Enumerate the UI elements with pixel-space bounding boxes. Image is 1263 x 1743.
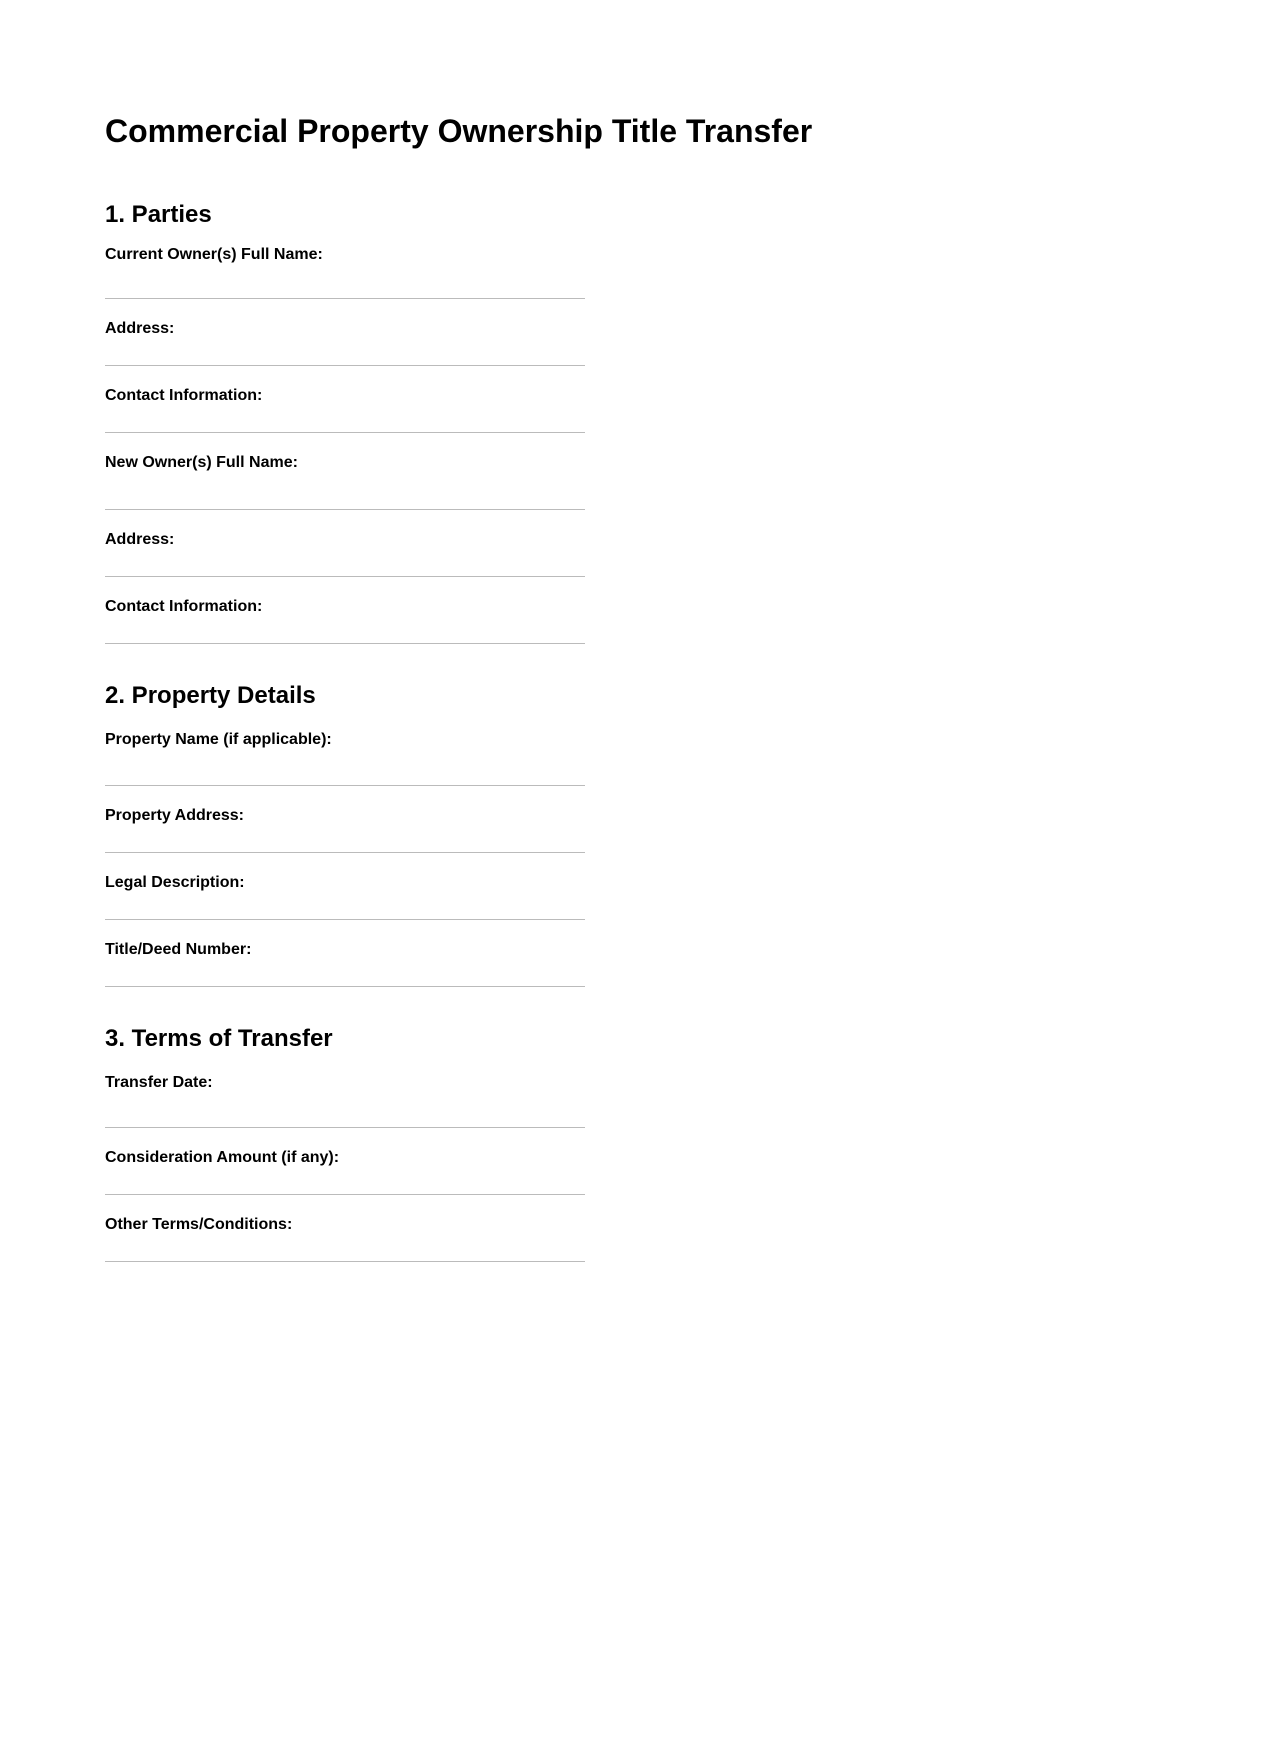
new-owner-contact-field xyxy=(105,577,585,644)
property-address-field xyxy=(105,786,585,853)
section-property-details xyxy=(105,681,585,711)
transfer-date-input[interactable] xyxy=(105,1097,585,1128)
field-label: Property Address: xyxy=(105,807,244,824)
current-owner-address-field xyxy=(105,299,585,366)
new-owner-contact-input[interactable] xyxy=(105,613,585,644)
new-owner-address-input[interactable] xyxy=(105,546,585,577)
section-parties xyxy=(105,200,585,230)
property-name-field xyxy=(105,730,585,786)
terms-group xyxy=(105,1073,585,1262)
property-name-input[interactable] xyxy=(105,755,585,786)
current-owner-name-input[interactable] xyxy=(105,268,585,299)
transfer-date-field xyxy=(105,1073,585,1128)
property-address-input[interactable] xyxy=(105,822,585,853)
field-label: New Owner(s) Full Name: xyxy=(105,454,298,471)
section-terms-of-transfer xyxy=(105,1024,585,1054)
current-owner-contact-input[interactable] xyxy=(105,402,585,433)
field-label: Legal Description: xyxy=(105,874,245,891)
section-heading: 3. Terms of Transfer xyxy=(105,1025,333,1052)
current-owner-contact-field xyxy=(105,366,585,433)
document-title: Commercial Property Ownership Title Transfer xyxy=(105,113,813,149)
field-label: Title/Deed Number: xyxy=(105,941,252,958)
field-label: Address: xyxy=(105,320,175,337)
field-label: Current Owner(s) Full Name: xyxy=(105,246,323,263)
current-owner-group xyxy=(105,245,585,433)
consideration-amount-input[interactable] xyxy=(105,1164,585,1195)
field-label: Property Name (if applicable): xyxy=(105,731,332,748)
field-label: Consideration Amount (if any): xyxy=(105,1149,340,1166)
field-label: Other Terms/Conditions: xyxy=(105,1216,293,1233)
property-details-group xyxy=(105,730,585,987)
title-deed-number-field xyxy=(105,920,585,987)
field-label: Contact Information: xyxy=(105,387,263,404)
current-owner-name-field xyxy=(105,245,585,299)
other-terms-input[interactable] xyxy=(105,1231,585,1262)
title-deed-number-input[interactable] xyxy=(105,956,585,987)
current-owner-address-input[interactable] xyxy=(105,335,585,366)
field-label: Contact Information: xyxy=(105,598,263,615)
field-label: Transfer Date: xyxy=(105,1074,213,1091)
other-terms-field xyxy=(105,1195,585,1262)
consideration-amount-field xyxy=(105,1128,585,1195)
new-owner-address-field xyxy=(105,510,585,577)
new-owner-name-input[interactable] xyxy=(105,479,585,510)
legal-description-input[interactable] xyxy=(105,889,585,920)
field-label: Address: xyxy=(105,531,175,548)
section-heading: 1. Parties xyxy=(105,201,212,228)
new-owner-group xyxy=(105,453,585,644)
new-owner-name-field xyxy=(105,453,585,510)
section-heading: 2. Property Details xyxy=(105,682,316,709)
legal-description-field xyxy=(105,853,585,920)
